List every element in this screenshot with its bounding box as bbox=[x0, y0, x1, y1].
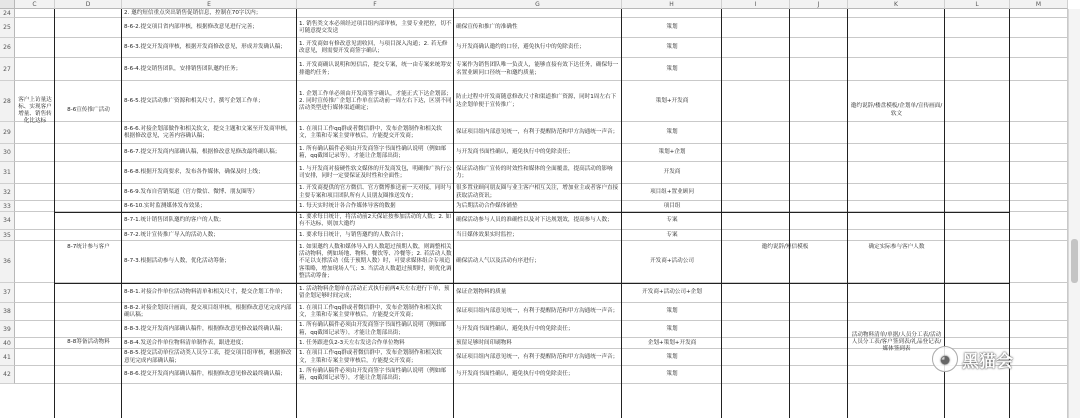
row-header[interactable]: 39 bbox=[0, 321, 15, 338]
vertical-scrollbar[interactable] bbox=[1068, 9, 1080, 418]
requirement-cell: 1. 所有确认稿件必须由开发商签字书面性确认说明（例如邮箱，qq截图记录等），才能让企划部出街； bbox=[299, 145, 446, 159]
watermark bbox=[932, 346, 1013, 372]
requirement-cell: 1. 在项目工作qq群或者微信群中，发布企划制作和相关软文，主策和专案主要审核后，方能提交开发商； bbox=[299, 350, 442, 364]
step-cell: 8-6-2.提交项目省内部审核，根据修改意见进行完善； bbox=[124, 24, 258, 31]
step-cell: 8-6-7.提交开发商内部确认稿，根据修改意见修改最终确认稿； bbox=[124, 149, 281, 156]
deliverable-cell: 邀约说辞/楼盘模板/企划单/宣传画面/软文 bbox=[850, 103, 943, 117]
requirement-cell: 1. 要求每日统计，将活动前2天保证按参加活动的人数；2. 如有不达标，则加大邀约 bbox=[299, 213, 452, 227]
scrollbar-thumb[interactable] bbox=[1071, 239, 1078, 283]
row-header[interactable]: 30 bbox=[0, 144, 15, 162]
row-header[interactable]: 41 bbox=[0, 349, 15, 366]
requirement-cell: 1. 任务跟进负2-3天左右发送合作单位物料 bbox=[299, 339, 405, 346]
step-cell: 8-6-4.提交销售团队，安排销售团队邀约任务； bbox=[124, 65, 242, 72]
row-header[interactable]: 40 bbox=[0, 338, 15, 349]
step-cell: 8-7-2.统计宣传推广导入的活动人数； bbox=[124, 231, 219, 238]
row-header[interactable]: 37 bbox=[0, 283, 15, 303]
purpose-cell: 确保活动参与人员的准确性以及对下达规划效，提高参与人数； bbox=[456, 217, 613, 224]
purpose-cell: 很多置业顾问朋友圈与业主客户相互关注，增加业主或者客户直接获取活动资讯； bbox=[456, 185, 619, 199]
owner-cell: 专案 bbox=[666, 217, 678, 224]
row-header[interactable]: 27 bbox=[0, 58, 15, 81]
column-header-c[interactable]: C bbox=[15, 0, 55, 9]
step-cell: 8-6-6.对接企划部做作和相关软文，提交主题和文案至开发商审核，根据修改意见，完善内容确认稿； bbox=[124, 125, 292, 139]
step-cell: 8-6-8.根据开发商要求，发布各作媒体，确保及时上线； bbox=[124, 169, 264, 176]
purpose-cell: 保证活动推广宣传的时效性和媒体的全面覆盖，提高活动的影响力； bbox=[456, 165, 613, 179]
row-header[interactable]: 35 bbox=[0, 230, 15, 241]
owner-cell: 开发商 bbox=[663, 169, 681, 176]
row-header[interactable]: 28 bbox=[0, 81, 15, 122]
step-cell: 8-7-3.根据活动参与人数，优化活动筹备； bbox=[124, 258, 230, 265]
step-cell: 8-6-9.发布自营销渠道（官方微信、微博、朋友圈等） bbox=[124, 188, 258, 195]
requirement-cell: 1. 销售类文本必须经过项目组内部审核，主要专业把控，切不可随意提交发送 bbox=[299, 20, 452, 34]
step-cell: 8-8-5.提交活动单位活动类人员分工表，提交项目组审核，根据修改意见完成内部确认稿； bbox=[124, 350, 292, 364]
row-header[interactable]: 24 bbox=[0, 9, 15, 18]
deliverable-cell: 活动物料清单/单据/人员分工表/活动人员分工表/客户签到表/礼品登记表/媒体签到表 bbox=[851, 331, 942, 353]
owner-cell: 策划 bbox=[666, 308, 678, 315]
purpose-cell: 保证项目组内部意见统一，有利于提醒防范和甲方沟通统一声音； bbox=[456, 308, 619, 315]
requirement-cell: 1. 如果邀约人数和媒体导入的人数超过预期人数，则调整相关活动物料，例如场地、物料、餐饮等、冷餐等；2. 若活动人数不足以支撑活动（低于预期人数）时，可要求媒体组合专项追客策略，增加现场人气；3. 当活动人数超过预期时，则优化调整活动筹备； bbox=[299, 243, 452, 279]
step-cell: 8-8-4.发送合作单位物料清单制作表，跟进进度； bbox=[124, 339, 247, 346]
row-header[interactable]: 33 bbox=[0, 201, 15, 212]
step-cell: 2. 邀约短信重点突出销售促销信息，控制在70字以内； bbox=[124, 9, 262, 16]
requirement-cell: 1. 在项目工作qq群或者微信群中，发布企划制作和相关软文，主策和专案主要审核后，方能提交开发商； bbox=[299, 125, 442, 139]
purpose-cell: 确保宣传和推广的准确性 bbox=[456, 24, 518, 31]
purpose-cell: 当日媒体效果实时监控； bbox=[456, 231, 518, 238]
purpose-cell: 专案作为销售团队唯一负责人，能够直接有效下达任务，确保每一名置业顾问口径统一和邀约质量； bbox=[456, 62, 619, 76]
step-cell: 8-8-2.对接企划设计画面，提交项目组审核，根据修改意见完成内部确认稿； bbox=[124, 304, 292, 318]
goal-cell: 客户上访量达标、实现客户增量、销售转化比达标 bbox=[18, 96, 52, 125]
purpose-cell: 与开发商确认邀约的口径，避免执行中的免除责任； bbox=[456, 44, 585, 51]
column-header-d[interactable]: D bbox=[55, 0, 122, 9]
step-cell: 8-7-1.统计销售团队邀约的客户的人数； bbox=[124, 217, 225, 224]
requirement-cell: 1. 开发商如有修改意见需收回，与项目深入沟通；2. 若无修改意见，则需要开发商签字确认； bbox=[299, 40, 448, 54]
owner-cell: 策划 bbox=[666, 371, 678, 378]
column-header-i[interactable]: I bbox=[722, 0, 790, 9]
owner-cell: 专案 bbox=[666, 231, 678, 238]
requirement-cell: 1. 与开发商对接硬性软文媒体的开发商发包，明确推广执行公司安排，同时一定要保证及时性和全面性； bbox=[299, 165, 452, 179]
step-cell: 8-6-5.提交活动推广资源和相关尺寸，撰写企划工作单； bbox=[124, 97, 264, 104]
deliverable-cell: 邀约说辞/短信模板 bbox=[761, 243, 809, 250]
step-cell: 8-8-3.提交开发商内部确认稿件，根据修改意见修改最终确认稿； bbox=[124, 325, 286, 332]
owner-cell: 开发商+活动公司+企划 bbox=[642, 289, 702, 296]
column-header-m[interactable]: M bbox=[1010, 0, 1068, 9]
step-cell: 8-6-10.实时监测媒体发布效果； bbox=[124, 202, 206, 209]
purpose-cell: 与开发商书面性确认，避免执行中的免除责任； bbox=[456, 325, 574, 332]
owner-cell: 策划 bbox=[666, 24, 678, 31]
requirement-cell: 1. 开发商确认说明和短信后，提交专案，统一由专案来统筹安排邀约任务； bbox=[299, 62, 452, 76]
row-header[interactable]: 29 bbox=[0, 122, 15, 144]
owner-cell: 策划 bbox=[666, 129, 678, 136]
column-header-j[interactable]: J bbox=[790, 0, 848, 9]
step-cell: 8-8-1.对接合作单位活动物料清单和相关尺寸，提交企划工作单； bbox=[124, 289, 286, 296]
column-header-l[interactable]: L bbox=[945, 0, 1010, 9]
phase-cell: 8-8筹备活动物料 bbox=[67, 338, 110, 345]
purpose-cell: 确保活动人气以及活动有序进行； bbox=[456, 258, 540, 265]
row-header[interactable]: 25 bbox=[0, 18, 15, 38]
requirement-cell: 1. 在项目工作qq群或者微信群中，发布企划制作和相关软文，主策和专案主要审核后，方能提交开发商； bbox=[299, 304, 442, 318]
step-cell: 8-8-6.提交开发商内部确认稿件，根据修改意见修改最终确认稿； bbox=[124, 371, 286, 378]
purpose-cell: 预留足够时间印刷物料 bbox=[456, 339, 512, 346]
row-header[interactable]: 31 bbox=[0, 162, 15, 184]
purpose-cell: 与开发商书面性确认，避免执行中的免除责任； bbox=[456, 149, 574, 156]
owner-cell: 策划 bbox=[666, 353, 678, 360]
requirement-cell: 1. 活动物料企划单在活动正式执行前两4天左右进行下单，预留企划足够时间完成； bbox=[299, 285, 450, 299]
purpose-cell: 为后期活动合作媒体铺垫 bbox=[456, 202, 518, 209]
purpose-cell: 保证项目组内部意见统一，有利于提醒防范和甲方沟通统一声音； bbox=[456, 129, 619, 136]
column-header-g[interactable]: G bbox=[454, 0, 622, 9]
requirement-cell: 1. 所有确认稿件必须由开发商签字书面性确认说明（例如邮箱，qq截图记录等），才能让企划部出街； bbox=[299, 367, 446, 381]
column-header-h[interactable]: H bbox=[622, 0, 722, 9]
requirement-cell: 1. 要求每日统计，与销售邀约的人数合计； bbox=[299, 231, 407, 238]
owner-cell: 企划+策划+开发商 bbox=[647, 339, 697, 346]
purpose-cell: 保证企划物料的质量 bbox=[456, 289, 507, 296]
owner-cell: 策划 bbox=[666, 65, 678, 72]
requirement-cell: 1. 企划工作单必须由开发商签字确认，才能正式下达企划部；2. 同时宣传推广企划工作单在活动前一周左右下达，区别不同活动类型进行媒体渠道确定； bbox=[299, 90, 452, 112]
purpose-cell: 防止过程中开发商随意修改尺寸和渠道推广资源，同时1周左右下达企划单便于宣传推广； bbox=[456, 94, 617, 108]
row-header[interactable]: 38 bbox=[0, 303, 15, 321]
owner-cell: 策划+企划 bbox=[658, 149, 686, 156]
cat-wechat-icon: ◕ bbox=[932, 346, 958, 372]
result-cell: 确定实际参与客户人数 bbox=[868, 243, 925, 250]
row-header[interactable]: 32 bbox=[0, 184, 15, 201]
column-header-f[interactable]: F bbox=[297, 0, 454, 9]
requirement-cell bbox=[297, 9, 454, 18]
purpose-cell: 与开发商书面性确认，避免执行中的免除责任； bbox=[456, 371, 574, 378]
owner-cell: 项目组+置业顾问 bbox=[650, 188, 694, 195]
owner-cell: 策划 bbox=[666, 325, 678, 332]
purpose-cell: 保证项目组内部意见统一，有利于提醒防范和甲方沟通统一声音； bbox=[456, 353, 619, 360]
requirement-cell: 1. 开发商提供的官方微信、官方微博推送前一天对接，同时与主要专案和项目团队所有人员朋友圈推送发布； bbox=[299, 185, 452, 199]
step-cell: 8-6-3.提交开发商审核，根据开发商修改意见，形成并发确认稿； bbox=[124, 44, 286, 51]
owner-cell: 项目组 bbox=[663, 202, 681, 209]
owner-cell: 策划+开发商 bbox=[655, 97, 689, 104]
row-header[interactable]: 42 bbox=[0, 366, 15, 384]
row-header[interactable]: 36 bbox=[0, 241, 15, 283]
row-header[interactable]: 26 bbox=[0, 38, 15, 58]
owner-cell: 开发商+活动公司 bbox=[650, 258, 694, 265]
watermark-text: 黑猫会 bbox=[962, 351, 1013, 372]
requirement-cell: 1. 每天实时统计各合作媒体导客的数据 bbox=[299, 202, 396, 209]
phase-cell: 8-7统计参与客户 bbox=[67, 243, 110, 250]
owner-cell: 策划 bbox=[666, 44, 678, 51]
select-all-corner[interactable] bbox=[0, 0, 15, 9]
phase-cell: 8-6宣传推广活动 bbox=[67, 106, 110, 113]
column-header-k[interactable]: K bbox=[848, 0, 945, 9]
row-header[interactable]: 34 bbox=[0, 212, 15, 230]
column-header-e[interactable]: E bbox=[122, 0, 297, 9]
requirement-cell: 1. 所有确认稿件必须由开发商签字书面性确认说明（例如邮箱，qq截图记录等），才能让企划部出街； bbox=[299, 322, 446, 336]
